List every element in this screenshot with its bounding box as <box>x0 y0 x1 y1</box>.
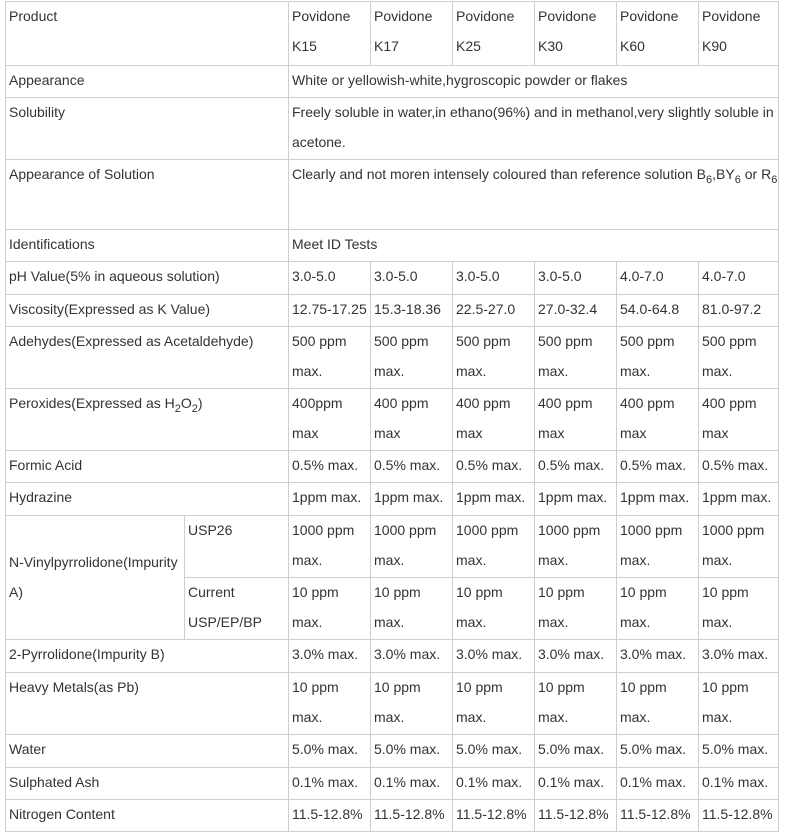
subscript: 2 <box>174 402 181 415</box>
grade-code: K60 <box>620 37 645 54</box>
value-cell: 1ppm max. <box>535 483 617 516</box>
value-cell: 400 ppm max <box>535 389 617 451</box>
row-label: Solubility <box>6 98 289 160</box>
grade-name: Povidone <box>702 8 761 24</box>
grade-header-cell <box>371 2 453 66</box>
value-text: ,BY <box>712 166 735 182</box>
row-value: Freely soluble in water,in ethano(96%) and in methanol,very slightly soluble in acetone. <box>289 98 779 160</box>
value-cell: 3.0% max. <box>535 640 617 673</box>
value-cell: 5.0% max. <box>617 735 699 768</box>
grade-name: Povidone <box>538 8 597 24</box>
value-cell: 10 ppm max. <box>535 578 617 640</box>
value-cell: 10 ppm max. <box>617 578 699 640</box>
value-cell: 400 ppm max <box>453 389 535 451</box>
value-cell: 10 ppm max. <box>453 578 535 640</box>
specification-table <box>5 1 779 832</box>
value-cell: 0.5% max. <box>289 451 371 483</box>
value-cell: 0.5% max. <box>453 451 535 483</box>
value-cell: 0.1% max. <box>535 768 617 800</box>
subscript: 6 <box>706 173 713 186</box>
row-label: Appearance of Solution <box>6 160 289 230</box>
value-cell: 15.3-18.36 <box>371 295 453 327</box>
value-cell: 1000 ppm max. <box>453 516 535 578</box>
label-text: ) <box>197 395 203 411</box>
value-cell: 400ppm max <box>289 389 371 451</box>
value-cell: 11.5-12.8% <box>617 800 699 832</box>
value-cell: 10 ppm max. <box>371 673 453 735</box>
value-cell: 1ppm max. <box>617 483 699 516</box>
sulphated-ash-row <box>6 768 779 800</box>
value-cell: 1ppm max. <box>453 483 535 516</box>
value-cell: 10 ppm max. <box>535 673 617 735</box>
value-cell: 0.5% max. <box>699 451 779 483</box>
value-cell: 54.0-64.8 <box>617 295 699 327</box>
value-cell: 400 ppm max <box>699 389 779 451</box>
value-cell: 10 ppm max. <box>699 578 779 640</box>
value-cell: 3.0% max. <box>453 640 535 673</box>
value-cell: 3.0% max. <box>617 640 699 673</box>
row-label: Adehydes(Expressed as Acetaldehyde) <box>6 327 289 389</box>
value-cell: 3.0-5.0 <box>289 262 371 295</box>
subscript: 2 <box>191 402 198 415</box>
value-cell: 11.5-12.8% <box>289 800 371 832</box>
row-value <box>289 160 779 230</box>
grade-header-cell <box>535 2 617 66</box>
row-value: White or yellowish-white,hygroscopic powder or flakes <box>289 66 779 98</box>
grade-name: Povidone <box>292 8 351 24</box>
value-cell: 11.5-12.8% <box>453 800 535 832</box>
grade-header-cell <box>617 2 699 66</box>
heavy-metals-row <box>6 673 779 735</box>
value-cell: 3.0% max. <box>699 640 779 673</box>
value-cell: 1ppm max. <box>699 483 779 516</box>
value-cell: 500 ppm max. <box>371 327 453 389</box>
value-cell: 11.5-12.8% <box>699 800 779 832</box>
value-cell: 10 ppm max. <box>453 673 535 735</box>
appearance-of-solution-row <box>6 160 779 230</box>
row-label: Heavy Metals(as Pb) <box>6 673 289 735</box>
value-cell: 0.5% max. <box>617 451 699 483</box>
value-cell: 0.1% max. <box>289 768 371 800</box>
row-label: N-Vinylpyrrolidone(Impurity A) <box>6 516 185 640</box>
grade-code: K25 <box>456 37 481 54</box>
value-cell: 1ppm max. <box>371 483 453 516</box>
value-cell: 3.0-5.0 <box>453 262 535 295</box>
row-label: Appearance <box>6 66 289 98</box>
value-cell: 500 ppm max. <box>289 327 371 389</box>
pyrrolidone-row <box>6 640 779 673</box>
value-cell: 3.0% max. <box>371 640 453 673</box>
hydrazine-row <box>6 483 779 516</box>
subscript: 6 <box>771 173 778 186</box>
value-cell: 4.0-7.0 <box>617 262 699 295</box>
value-cell: 10 ppm max. <box>289 673 371 735</box>
product-header-cell: Product <box>6 2 289 66</box>
value-cell: 10 ppm max. <box>699 673 779 735</box>
header-row <box>6 2 779 66</box>
solubility-row <box>6 98 779 160</box>
row-label: Hydrazine <box>6 483 289 516</box>
value-cell: 1000 ppm max. <box>617 516 699 578</box>
value-cell: 1ppm max. <box>289 483 371 516</box>
value-cell: 3.0% max. <box>289 640 371 673</box>
value-cell: 5.0% max. <box>535 735 617 768</box>
sub-label: USP26 <box>185 516 289 578</box>
grade-name: Povidone <box>456 8 515 24</box>
value-cell: 5.0% max. <box>453 735 535 768</box>
grade-code: K90 <box>702 37 727 54</box>
value-cell: 400 ppm max <box>371 389 453 451</box>
value-cell: 500 ppm max. <box>699 327 779 389</box>
grade-name: Povidone <box>620 8 679 24</box>
value-cell: 0.5% max. <box>535 451 617 483</box>
row-label: Formic Acid <box>6 451 289 483</box>
ph-row <box>6 262 779 295</box>
row-value: Meet ID Tests <box>289 230 779 262</box>
value-cell: 400 ppm max <box>617 389 699 451</box>
value-cell: 11.5-12.8% <box>371 800 453 832</box>
value-cell: 500 ppm max. <box>535 327 617 389</box>
grade-code: K15 <box>292 37 317 54</box>
value-cell: 5.0% max. <box>289 735 371 768</box>
value-cell: 4.0-7.0 <box>699 262 779 295</box>
value-cell: 0.5% max. <box>371 451 453 483</box>
sub-label: Current USP/EP/BP <box>185 578 289 640</box>
grade-header-cell <box>289 2 371 66</box>
appearance-row <box>6 66 779 98</box>
subscript: 6 <box>734 173 741 186</box>
value-cell: 500 ppm max. <box>617 327 699 389</box>
grade-code: K30 <box>538 37 563 54</box>
row-label <box>6 389 289 451</box>
value-cell: 12.75-17.25 <box>289 295 371 327</box>
aldehydes-row <box>6 327 779 389</box>
value-cell: 0.1% max. <box>371 768 453 800</box>
value-cell: 1000 ppm max. <box>699 516 779 578</box>
value-cell: 5.0% max. <box>371 735 453 768</box>
value-cell: 500 ppm max. <box>453 327 535 389</box>
value-cell: 27.0-32.4 <box>535 295 617 327</box>
row-label: 2-Pyrrolidone(Impurity B) <box>6 640 289 673</box>
value-cell: 1000 ppm max. <box>371 516 453 578</box>
value-cell: 5.0% max. <box>699 735 779 768</box>
peroxides-row <box>6 389 779 451</box>
value-cell: 10 ppm max. <box>289 578 371 640</box>
grade-name: Povidone <box>374 8 433 24</box>
nitrogen-row <box>6 800 779 832</box>
row-label: Water <box>6 735 289 768</box>
row-label: Viscosity(Expressed as K Value) <box>6 295 289 327</box>
value-cell: 1000 ppm max. <box>535 516 617 578</box>
grade-code: K17 <box>374 37 399 54</box>
formic-acid-row <box>6 451 779 483</box>
row-label: Sulphated Ash <box>6 768 289 800</box>
value-cell: 22.5-27.0 <box>453 295 535 327</box>
row-label: pH Value(5% in aqueous solution) <box>6 262 289 295</box>
value-cell: 0.1% max. <box>699 768 779 800</box>
identifications-row <box>6 230 779 262</box>
value-cell: 0.1% max. <box>453 768 535 800</box>
grade-header-cell <box>699 2 779 66</box>
label-text: Peroxides(Expressed as H <box>9 395 175 411</box>
grade-header-cell <box>453 2 535 66</box>
value-cell: 10 ppm max. <box>617 673 699 735</box>
value-cell: 1000 ppm max. <box>289 516 371 578</box>
value-cell: 3.0-5.0 <box>535 262 617 295</box>
value-cell: 0.1% max. <box>617 768 699 800</box>
value-cell: 3.0-5.0 <box>371 262 453 295</box>
value-cell: 10 ppm max. <box>371 578 453 640</box>
value-text: Clearly and not moren intensely coloured than reference solution B <box>292 166 707 182</box>
row-label: Nitrogen Content <box>6 800 289 832</box>
value-cell: 11.5-12.8% <box>535 800 617 832</box>
nvp-usp26-row <box>6 516 779 578</box>
label-text: O <box>180 395 192 411</box>
viscosity-row <box>6 295 779 327</box>
row-label: Identifications <box>6 230 289 262</box>
water-row <box>6 735 779 768</box>
value-cell: 81.0-97.2 <box>699 295 779 327</box>
value-text: or R <box>740 166 772 182</box>
